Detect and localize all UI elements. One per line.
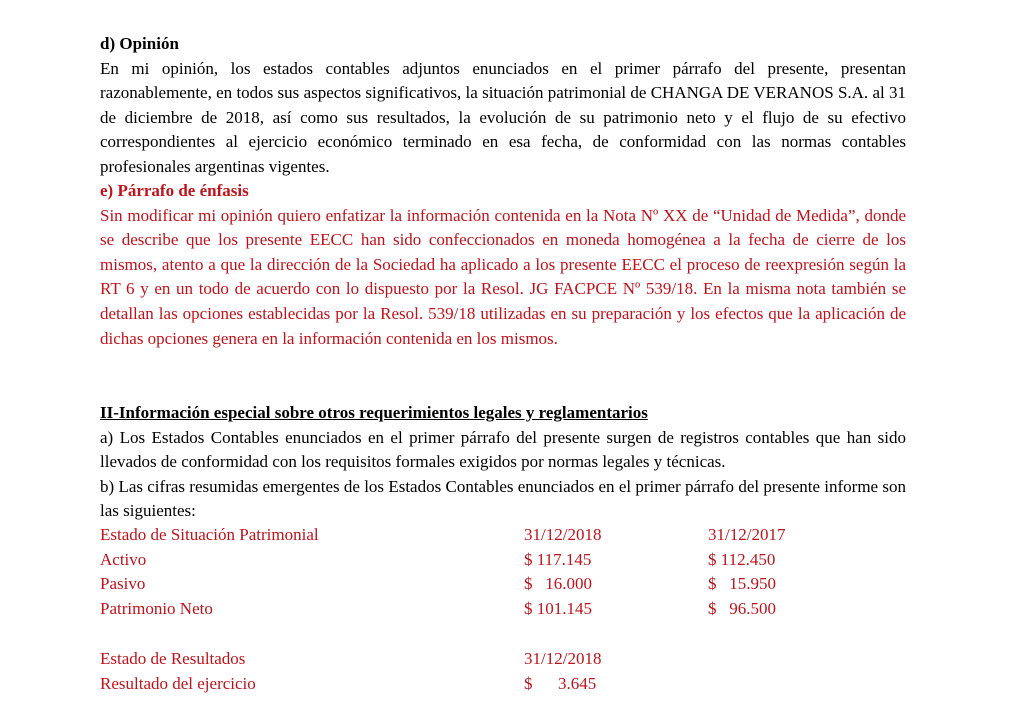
table-header-date-2018: 31/12/2018	[524, 525, 602, 544]
opinion-heading: d) Opinión	[100, 34, 179, 53]
section-emphasis	[100, 179, 906, 351]
row-label-activo: Activo	[100, 550, 147, 569]
legal-paragraph-a: a) Los Estados Contables enunciados en el primer párrafo del presente surgen de registros contables que han sido llevados de conformidad con los requisitos formales exigidos por normas legales y técnicas.	[100, 427, 906, 472]
table-header-row	[100, 523, 906, 548]
table-row	[100, 672, 906, 697]
table-header-date-2017: 31/12/2017	[708, 525, 786, 544]
row-label-patrimonio-neto: Patrimonio Neto	[100, 599, 213, 618]
table-header-label: Estado de Situación Patrimonial	[100, 525, 319, 544]
table-row	[100, 548, 906, 573]
emphasis-paragraph: Sin modificar mi opinión quiero enfatizar la información contenida en la Nota Nº XX de “Unidad de Medida”, donde se describe que los presente EECC han sido confeccionados en moneda homogénea a la fecha de cierre de los mismos, atento a que la dirección de la Sociedad ha aplicado a los presente EECC el proceso de reexpresión según la RT 6 y en un todo de acuerdo con lo dispuesto por la Resol. JG FACPCE Nº 539/18. En la misma nota también se detallan las opciones establecidas por la Resol. 539/18 utilizadas en su preparación y los efectos que la aplicación de dichas opciones genera en la información contenida en los mismos.	[100, 205, 906, 348]
opinion-paragraph: En mi opinión, los estados contables adjuntos enunciados en el primer párrafo del presente, presentan razonablemente, en todos sus aspectos significativos, la situación patrimonial de CHANGA DE VERANOS S.A. al 31 de diciembre de 2018, así como sus resultados, la evolución de su patrimonio neto y el flujo de su efectivo correspondientes al ejercicio económico terminado en esa fecha, de conformidad con las normas contables profesionales argentinas vigentes.	[100, 58, 906, 176]
table-row	[100, 597, 906, 622]
section-legal-requirements	[100, 401, 906, 524]
row-value-2018: $ 16.000	[524, 574, 592, 593]
row-value-2018: $ 3.645	[524, 674, 597, 693]
row-value-2017: $ 112.450	[708, 550, 776, 569]
row-label-pasivo: Pasivo	[100, 574, 146, 593]
emphasis-heading: e) Párrafo de énfasis	[100, 181, 249, 200]
row-value-2018: $ 101.145	[524, 599, 592, 618]
row-label-resultado: Resultado del ejercicio	[100, 674, 256, 693]
legal-heading: II-Información especial sobre otros requerimientos legales y reglamentarios	[100, 403, 648, 422]
results-header-row	[100, 647, 906, 672]
section-opinion	[100, 32, 906, 180]
row-value-2017: $ 96.500	[708, 599, 776, 618]
row-value-2017: $ 15.950	[708, 574, 776, 593]
row-value-2018: $ 117.145	[524, 550, 592, 569]
results-header-label: Estado de Resultados	[100, 649, 246, 668]
legal-paragraph-b: b) Las cifras resumidas emergentes de los Estados Contables enunciados en el primer párrafo del presente informe son las siguientes:	[100, 476, 906, 521]
table-row	[100, 572, 906, 597]
results-header-date: 31/12/2018	[524, 649, 602, 668]
